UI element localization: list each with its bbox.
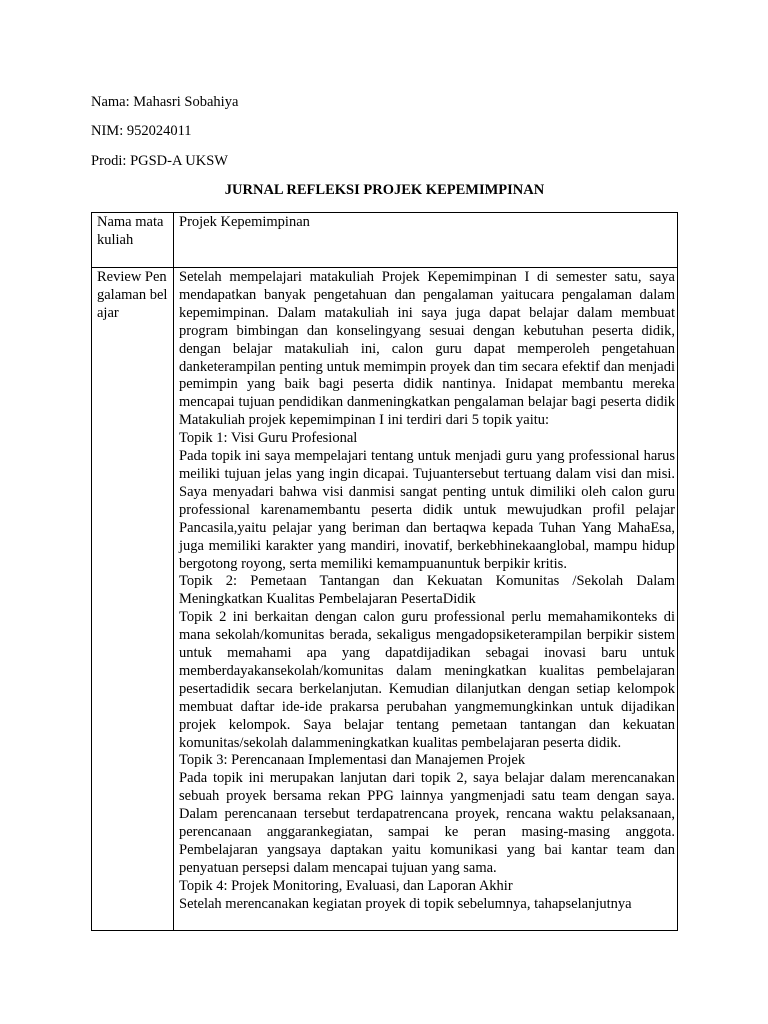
table-row (92, 213, 678, 268)
learning-review-content (174, 268, 678, 931)
reflection-table (91, 212, 678, 931)
learning-review-label: Review Pengalaman belajar (92, 268, 174, 931)
course-name-value: Projek Kepemimpinan (174, 213, 678, 268)
student-prodi-line: Prodi: PGSD-A UKSW (91, 153, 228, 169)
topic-1-paragraph: Pada topik ini saya mempelajari tentang untuk menjadi guru yang professional harus meiliki tujuan jelas yang ingin dicapai. Tujuantersebut tertuang dalam visi dan misi. Saya menyadari bahwa visi danmisi sangat penting untuk dimiliki oleh calon guru professional karenamembantu peserta didik untuk mewujudkan profil pelajar Pancasila,yaitu pelajar yang beriman dan bertaqwa kepada Tuhan Yang MahaEsa, juga memiliki karakter yang mandiri, inovatif, berkebhinekaanglobal, mampu hidup bergotong royong, serta memiliki kemampuanuntuk berpikir kritis. (179, 448, 675, 572)
topic-4-heading: Topik 4: Projek Monitoring, Evaluasi, dan Laporan Akhir (179, 877, 513, 894)
document-title: JURNAL REFLEKSI PROJEK KEPEMIMPINAN (224, 182, 545, 198)
topic-1-heading: Topik 1: Visi Guru Profesional (179, 430, 358, 447)
review-intro-paragraph: Setelah mempelajari matakuliah Projek Kepemimpinan I di semester satu, saya mendapatkan banyak pengetahuan dan pengalaman yaitucara pengalaman dalam kepemimpinan. Dalam matakuliah ini saya juga dapat belajar dalam membuat program bimbingan dan konselingyang sesuai dengan kebutuhan peserta didik, dengan belajar matakuliah ini, calon guru dapat memperoleh pengetahuan danketerampilan penting untuk memimpin proyek dan tim secara efektif dan menjadi pemimpin yang baik bagi peserta didik nantinya. Inidapat membantu mereka mencapai tujuan pendidikan danmeningkatkan pengalaman belajar bagi peserta didik Matakuliah projek kepemimpinan I ini terdiri dari 5 topik yaitu: (179, 269, 675, 429)
course-name-label: Nama mata kuliah (92, 213, 174, 268)
topic-2-heading: Topik 2: Pemetaan Tantangan dan Kekuatan Komunitas /Sekolah Dalam Meningkatkan Kualitas Pembelajaran PesertaDidik (179, 573, 675, 608)
topic-3-heading: Topik 3: Perencanaan Implementasi dan Manajemen Projek (179, 752, 526, 769)
table-row (92, 268, 678, 931)
topic-4-paragraph: Setelah merencanakan kegiatan proyek di topik sebelumnya, tahapselanjutnya (179, 895, 632, 912)
topic-3-paragraph: Pada topik ini merupakan lanjutan dari topik 2, saya belajar dalam merencanakan sebuah proyek bersama rekan PPG lainnya yangmenjadi satu team dengan saya. Dalam perencanaan tersebut terdapatrencana proyek, rencana waktu pelaksanaan, perencanaan anggarankegiatan, sampai ke peran masing-masing anggota. Pembelajaran yangsaya daptakan yaitu komunikasi yang bai kantar team dan penyatuan persepsi dalam mencapai tujuan yang sama. (179, 770, 675, 876)
topic-2-paragraph: Topik 2 ini berkaitan dengan calon guru professional perlu memahamikonteks di mana sekolah/komunitas berada, sekaligus mengadopsiketerampilan berpikir sistem untuk memahami apa yang dapatdijadikan sebagai inovasi baru untuk memberdayakansekolah/komunitas dalam meningkatkan kualitas pembelajaran pesertadidik secara berkelanjutan. Kemudian dilanjutkan dengan setiap kelompok membuat daftar ide-ide prakarsa perubahan yangmemungkinkan untuk dijadikan projek kelompok. Saya belajar tentang pemetaan tantangan dan kekuatan komunitas/sekolah dalammeningkatkan kualitas pembelajaran peserta didik. (179, 609, 675, 751)
student-name-line: Nama: Mahasri Sobahiya (91, 94, 239, 110)
student-nim-line: NIM: 952024011 (91, 123, 192, 139)
